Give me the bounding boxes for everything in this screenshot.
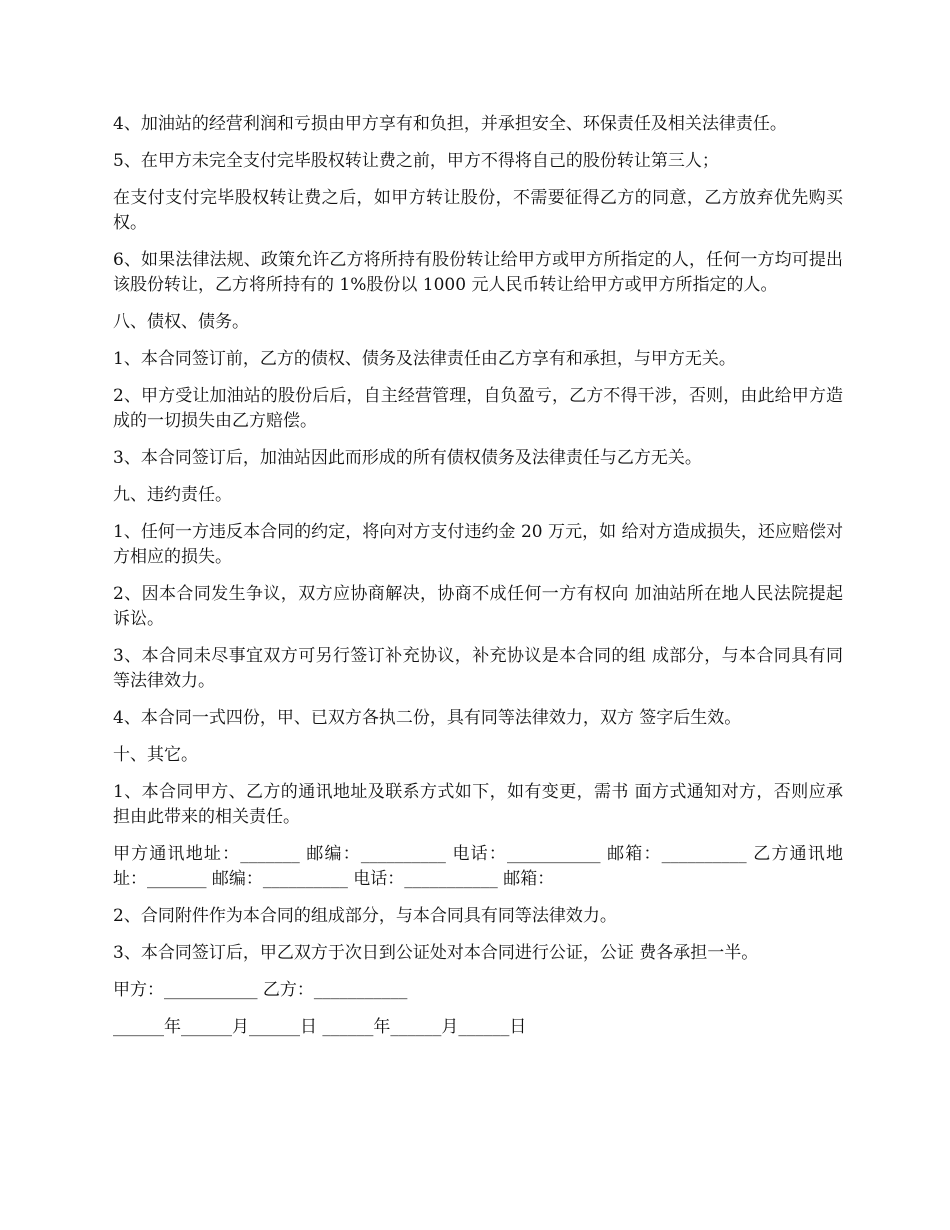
clause-8-3: 3、本合同签订后，加油站因此而形成的所有债权债务及法律责任与乙方无关。 bbox=[113, 448, 702, 468]
clause-9-1: 1、任何一方违反本合同的约定，将向对方支付违约金 20 万元，如 给对方造成损失，还应赔偿对方相应的损失。 bbox=[113, 522, 843, 567]
clause-7-4: 4、加油站的经营利润和亏损由甲方享有和负担，并承担安全、环保责任及相关法律责任。 bbox=[113, 114, 787, 134]
clause-10-3: 3、本合同签订后，甲乙双方于次日到公证处对本合同进行公证，公证 费各承担一半。 bbox=[113, 943, 759, 963]
clause-9-4: 4、本合同一式四份，甲、已双方各执二份，具有同等法律效力，双方 签字后生效。 bbox=[113, 708, 742, 728]
clause-10-2: 2、合同附件作为本合同的组成部分，与本合同具有同等法律效力。 bbox=[113, 906, 617, 926]
date-line: ______年______月______日 ______年______月______日 bbox=[113, 1017, 527, 1037]
signature-line: 甲方：___________ 乙方：___________ bbox=[113, 980, 408, 1000]
clause-10-1: 1、本合同甲方、乙方的通讯地址及联系方式如下，如有变更，需书 面方式通知对方，否则应承担由此带来的相关责任。 bbox=[113, 782, 843, 827]
contract-page bbox=[113, 112, 843, 1052]
section-9-heading: 九、违约责任。 bbox=[113, 485, 232, 505]
clause-9-2: 2、因本合同发生争议，双方应协商解决，协商不成任何一方有权向 加油站所在地人民法院提起诉讼。 bbox=[113, 584, 843, 629]
contact-info-fields: 甲方通讯地址：_______ 邮编：__________ 电话：___________ 邮箱：__________ 乙方通讯地址：_______ 邮编：__________ 电话：___________ 邮箱： bbox=[113, 844, 843, 889]
clause-7-5-continuation: 在支付支付完毕股权转让费之后，如甲方转让股份，不需要征得乙方的同意，乙方放弃优先购买权。 bbox=[113, 188, 843, 233]
clause-9-3: 3、本合同未尽事宜双方可另行签订补充协议，补充协议是本合同的组 成部分，与本合同具有同等法律效力。 bbox=[113, 646, 843, 691]
clause-7-5: 5、在甲方未完全支付完毕股权转让费之前，甲方不得将自己的股份转让第三人； bbox=[113, 151, 719, 171]
section-10-heading: 十、其它。 bbox=[113, 745, 198, 765]
section-8-heading: 八、债权、债务。 bbox=[113, 312, 249, 332]
clause-8-2: 2、甲方受让加油站的股份后后，自主经营管理，自负盈亏，乙方不得干涉，否则，由此给甲方造成的一切损失由乙方赔偿。 bbox=[113, 386, 843, 431]
clause-8-1: 1、本合同签订前，乙方的债权、债务及法律责任由乙方享有和承担，与甲方无关。 bbox=[113, 349, 736, 369]
clause-7-6: 6、如果法律法规、政策允许乙方将所持有股份转让给甲方或甲方所指定的人，任何一方均可提出该股份转让，乙方将所持有的 1%股份以 1000 元人民币转让给甲方或甲方所指定的人。 bbox=[113, 250, 843, 295]
